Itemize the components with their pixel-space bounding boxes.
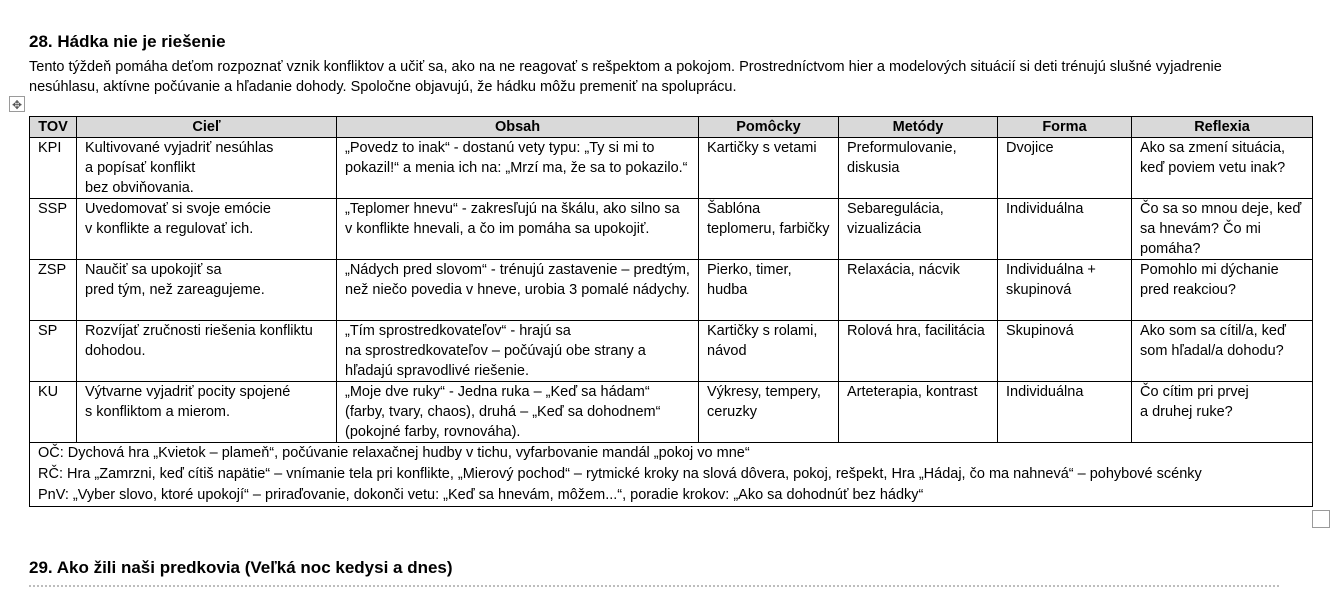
methods-cell[interactable]: Preformulovanie, diskusia (839, 138, 998, 199)
section-heading: 28. Hádka nie je riešenie (29, 32, 226, 51)
table-row (30, 260, 1313, 321)
header-cell: TOV (30, 117, 77, 138)
form-cell[interactable]: Individuálna + skupinová (998, 260, 1132, 321)
content-cell[interactable]: „Moje dve ruky“ - Jedna ruka – „Keď sa hádam“ (farby, tvary, chaos), druhá – „Keď sa dohodnem“ (pokojné farby, rovnováha). (337, 382, 699, 443)
header-cell: Reflexia (1132, 117, 1313, 138)
intro-paragraph: Tento týždeň pomáha deťom rozpoznať vznik konfliktov a učiť sa, ako na ne reagovať s rešpektom a pokojom. Prostredníctvom hier a modelových situácií si deti trénujú slušné vyjadrenie nesúhlasu, aktívne počúvanie a hľadanie dohody. Spoločne objavujú, že hádku môžu premeniť na spoluprácu. (29, 59, 1222, 95)
methods-cell[interactable]: Arteterapia, kontrast (839, 382, 998, 443)
cut-off-text-line (29, 583, 1279, 591)
activities-cell[interactable] (30, 443, 1313, 507)
header-cell: Forma (998, 117, 1132, 138)
oc-line: OČ: Dychová hra „Kvietok – plameň“, počúvanie relaxačnej hudby v tichu, vyfarbovanie mandál „pokoj vo mne“ (38, 445, 750, 461)
tov-cell[interactable]: SSP (30, 199, 77, 260)
aids-cell[interactable]: Šablóna teplomeru, farbičky (699, 199, 839, 260)
table-row (30, 321, 1313, 382)
rc-line: RČ: Hra „Zamrzni, keď cítiš napätie“ – vnímanie tela pri konflikte, „Mierový pochod“ – rytmické kroky na slová dôvera, pokoj, rešpekt, Hra „Hádaj, čo ma nahnevá“ – pohybové scénky (38, 466, 1202, 482)
goal-cell[interactable]: Výtvarne vyjadriť pocity spojené s konfliktom a mierom. (77, 382, 337, 443)
content-cell[interactable]: „Nádych pred slovom“ - trénujú zastavenie – predtým, než niečo povedia v hneve, urobia 3 pomalé nádychy. (337, 260, 699, 321)
aids-cell[interactable]: Kartičky s vetami (699, 138, 839, 199)
table-row (30, 138, 1313, 199)
table-row (30, 382, 1313, 443)
header-cell: Cieľ (77, 117, 337, 138)
tov-cell[interactable]: KPI (30, 138, 77, 199)
form-cell[interactable]: Individuálna (998, 199, 1132, 260)
goal-cell[interactable]: Uvedomovať si svoje emócie v konflikte a regulovať ich. (77, 199, 337, 260)
content-cell[interactable]: „Teplomer hnevu“ - zakresľujú na škálu, ako silno sa v konflikte hnevali, a čo im pomáha sa upokojiť. (337, 199, 699, 260)
content-cell[interactable]: „Povedz to inak“ - dostanú vety typu: „Ty si mi to pokazil!“ a menia ich na: „Mrzí ma, že sa to pokazilo.“ (337, 138, 699, 199)
pnv-line: PnV: „Vyber slovo, ktoré upokojí“ – priraďovanie, dokonči vetu: „Keď sa hnevám, môžem...“, poradie krokov: „Ako sa dohodnúť bez hádky“ (38, 487, 924, 503)
aids-cell[interactable]: Pierko, timer, hudba (699, 260, 839, 321)
lesson-plan-table (29, 116, 1313, 507)
goal-cell[interactable]: Naučiť sa upokojiť sa pred tým, než zareagujeme. (77, 260, 337, 321)
content-cell[interactable]: „Tím sprostredkovateľov“ - hrajú sa na sprostredkovateľov – počúvajú obe strany a hľadajú spravodlivé riešenie. (337, 321, 699, 382)
table-header-row (30, 117, 1313, 138)
goal-cell[interactable]: Rozvíjať zručnosti riešenia konfliktu dohodou. (77, 321, 337, 382)
tov-cell[interactable]: KU (30, 382, 77, 443)
reflection-cell[interactable]: Čo sa so mnou deje, keď sa hnevám? Čo mi pomáha? (1132, 199, 1313, 260)
form-cell[interactable]: Skupinová (998, 321, 1132, 382)
methods-cell[interactable]: Rolová hra, facilitácia (839, 321, 998, 382)
header-cell: Metódy (839, 117, 998, 138)
tov-cell[interactable]: ZSP (30, 260, 77, 321)
reflection-cell[interactable]: Ako som sa cítil/a, keď som hľadal/a dohodu? (1132, 321, 1313, 382)
tov-cell[interactable]: SP (30, 321, 77, 382)
end-mark-icon (1312, 510, 1330, 528)
next-section-heading: 29. Ako žili naši predkovia (Veľká noc kedysi a dnes) (29, 558, 453, 577)
reflection-cell[interactable]: Čo cítim pri prvej a druhej ruke? (1132, 382, 1313, 443)
goal-cell[interactable]: Kultivované vyjadriť nesúhlas a popísať konflikt bez obviňovania. (77, 138, 337, 199)
methods-cell[interactable]: Sebaregulácia, vizualizácia (839, 199, 998, 260)
move-cross-icon[interactable]: ✥ (9, 96, 25, 112)
form-cell[interactable]: Individuálna (998, 382, 1132, 443)
aids-cell[interactable]: Výkresy, tempery, ceruzky (699, 382, 839, 443)
header-cell: Pomôcky (699, 117, 839, 138)
methods-cell[interactable]: Relaxácia, nácvik (839, 260, 998, 321)
aids-cell[interactable]: Kartičky s rolami, návod (699, 321, 839, 382)
reflection-cell[interactable]: Ako sa zmení situácia, keď poviem vetu inak? (1132, 138, 1313, 199)
reflection-cell[interactable]: Pomohlo mi dýchanie pred reakciou? (1132, 260, 1313, 321)
form-cell[interactable]: Dvojice (998, 138, 1132, 199)
table-footer-row (30, 443, 1313, 507)
header-cell: Obsah (337, 117, 699, 138)
table-row (30, 199, 1313, 260)
